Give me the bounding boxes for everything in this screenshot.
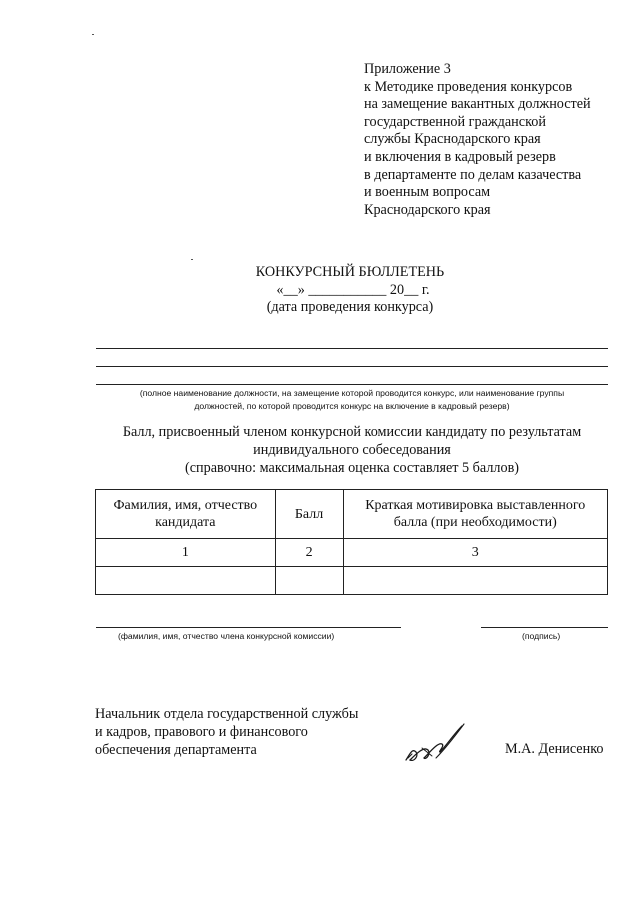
score-description	[96, 423, 608, 477]
official-position-line: обеспечения департамента	[95, 742, 257, 758]
candidate-name-cell[interactable]	[96, 567, 276, 595]
signature-caption: (подпись)	[522, 631, 561, 641]
appendix-line: и военным вопросам	[364, 184, 491, 201]
motivation-cell[interactable]	[343, 567, 607, 595]
handwritten-signature	[402, 718, 470, 768]
appendix-line: к Методике проведения конкурсов	[364, 78, 573, 95]
official-position	[95, 705, 358, 759]
score-description-line: индивидуального собеседования	[253, 442, 451, 458]
score-cell[interactable]	[275, 567, 343, 595]
position-name-line	[96, 366, 608, 367]
scan-mark	[191, 259, 193, 260]
appendix-line: Краснодарского края	[364, 201, 491, 218]
official-position-line: Начальник отдела государственной службы	[95, 706, 359, 722]
appendix-block	[364, 61, 632, 219]
score-description-line: Балл, присвоенный членом конкурсной комиссии кандидату по результатам	[122, 424, 582, 440]
column-number: 2	[275, 539, 343, 567]
column-number: 3	[343, 539, 607, 567]
score-table	[95, 489, 608, 595]
appendix-line: службы Краснодарского края	[364, 131, 541, 148]
table-row	[96, 567, 608, 595]
ballot-title-block	[200, 264, 500, 317]
appendix-line: Приложение 3	[364, 61, 451, 77]
member-name-caption: (фамилия, имя, отчество члена конкурсной комиссии)	[118, 631, 335, 641]
appendix-line: и включения в кадровый резерв	[364, 148, 556, 165]
contest-date-field: «__» ___________ 20__ г.	[276, 281, 430, 298]
appendix-line: государственной гражданской	[364, 113, 546, 130]
scan-mark	[92, 34, 94, 35]
position-caption-line: должностей, по которой проводится конкурс на включение в кадровый резерв)	[194, 401, 510, 411]
table-number-row	[96, 539, 608, 567]
member-name-line	[96, 627, 401, 628]
official-name: М.А. Денисенко	[505, 741, 604, 757]
official-position-line: и кадров, правового и финансового	[95, 724, 308, 740]
appendix-line: в департаменте по делам казачества	[364, 166, 582, 183]
contest-date-caption: (дата проведения конкурса)	[266, 299, 434, 315]
table-header-row	[96, 490, 608, 539]
position-caption	[96, 387, 608, 413]
appendix-line: на замещение вакантных должностей	[364, 96, 591, 113]
position-name-line	[96, 348, 608, 349]
header-candidate-name: Фамилия, имя, отчество кандидата	[96, 490, 276, 539]
signature-line	[481, 627, 608, 628]
ballot-title: КОНКУРСНЫЙ БЮЛЛЕТЕНЬ	[255, 264, 445, 280]
column-number: 1	[96, 539, 276, 567]
position-name-line	[96, 384, 608, 385]
header-motivation: Краткая мотивировка выставленного балла (при необходимости)	[343, 490, 607, 539]
position-caption-line: (полное наименование должности, на замещение которой проводится конкурс, или наименование группы	[139, 388, 565, 398]
score-max-note: (справочно: максимальная оценка составляет 5 баллов)	[185, 460, 519, 476]
header-score: Балл	[275, 490, 343, 539]
